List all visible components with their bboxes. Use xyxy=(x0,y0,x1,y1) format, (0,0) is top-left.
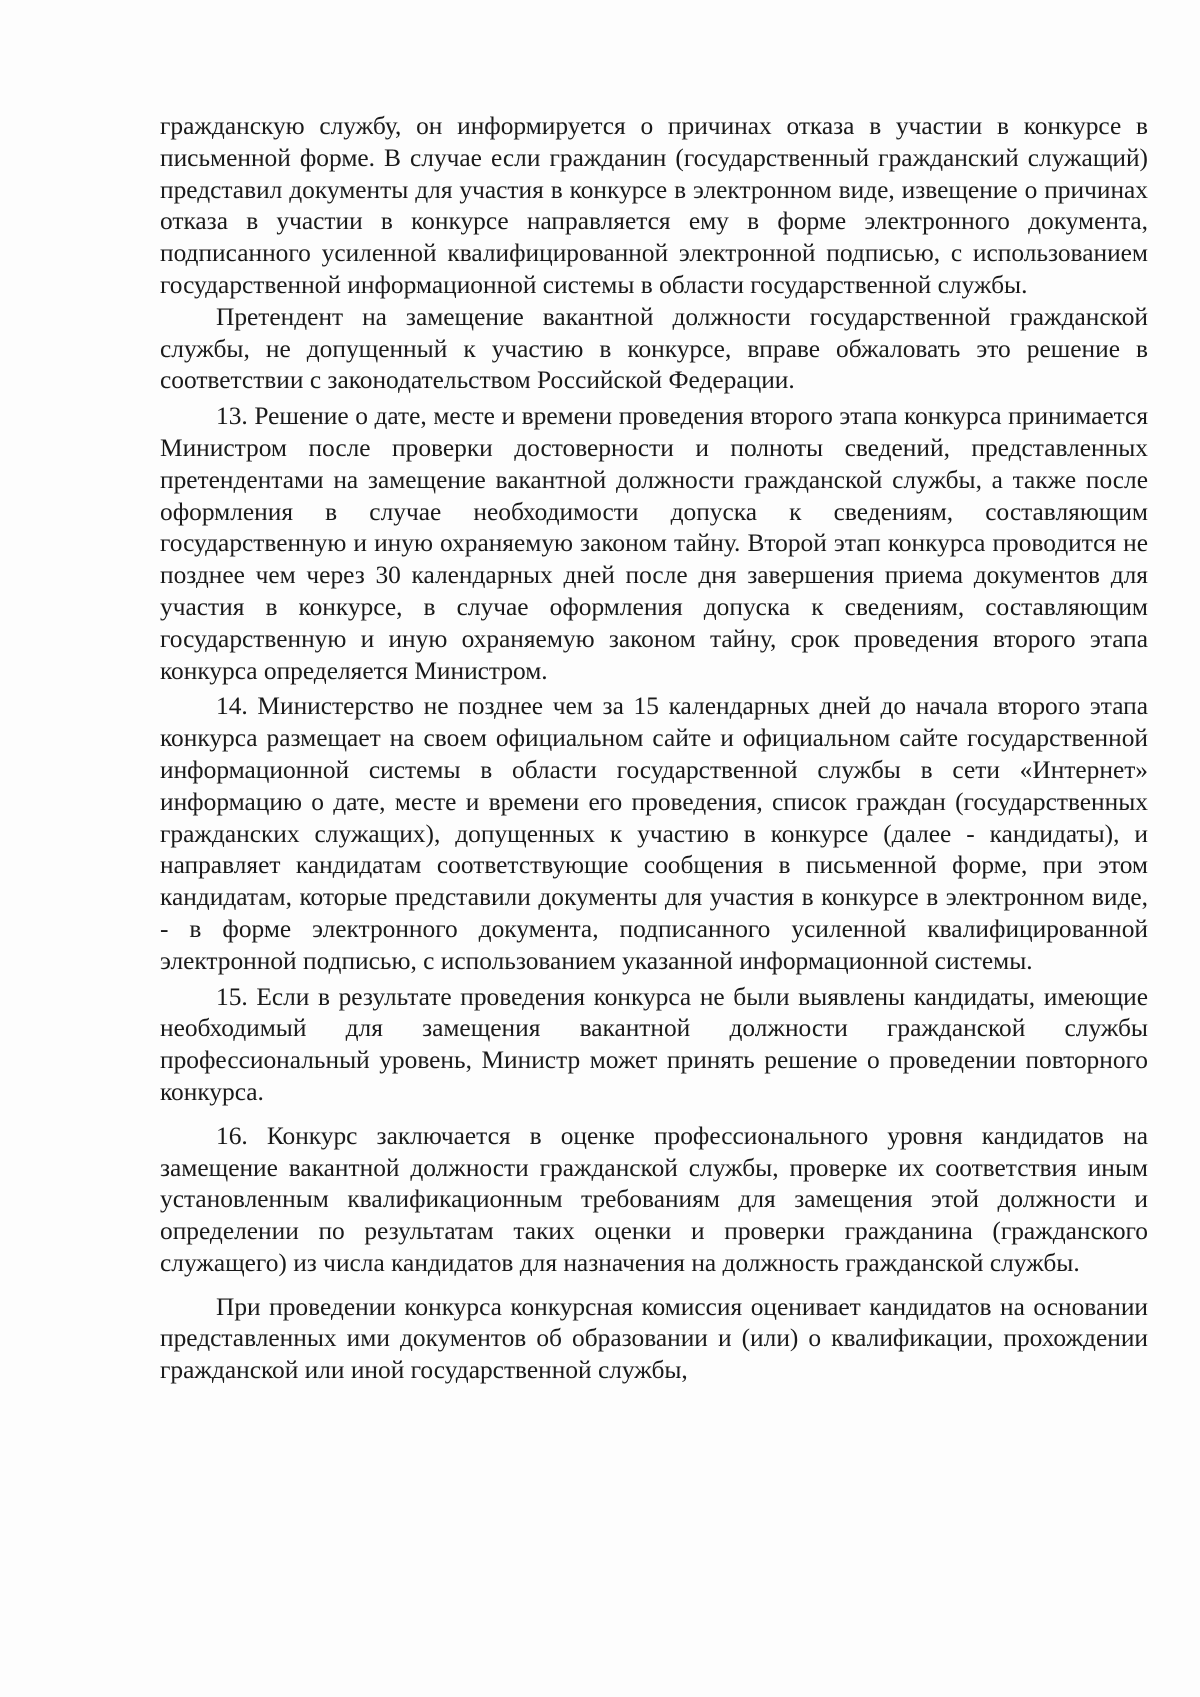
paragraph-refusal-notice: гражданскую службу, он информируется о причинах отказа в участии в конкурсе в письменной форме. В случае если гражданин (государственный гражданский служащий) представил документы для участия в конкурсе в электронном виде, извещение о причинах отказа в участии в конкурсе направляется ему в форме электронного документа, подписанного усиленной квалифицированной электронной подписью, с использованием государственной информационной системы в области государственной службы. xyxy=(160,112,1148,299)
document-body xyxy=(160,111,1148,1387)
paragraph-item-14: 14. Министерство не позднее чем за 15 календарных дней до начала второго этапа конкурса размещает на своем официальном сайте и официальном сайте государственной информационной системы в области государственной службы в сети «Интернет» информацию о дате, месте и времени его проведения, список граждан (государственных гражданских служащих), допущенных к участию в конкурсе (далее - кандидаты), и направляет кандидатам соответствующие сообщения в письменной форме, при этом кандидатам, которые представили документы для участия в конкурсе в электронном виде, - в форме электронного документа, подписанного усиленной квалифицированной электронной подписью, с использованием указанной информационной системы. xyxy=(160,692,1148,975)
paragraph-evaluation: При проведении конкурса конкурсная комиссия оценивает кандидатов на основании представленных ими документов об образовании и (или) о квалификации, прохождении гражданской или иной государственной службы, xyxy=(160,1292,1148,1385)
paragraph-appeal-right: Претендент на замещение вакантной должности государственной гражданской службы, не допущенный к участию в конкурсе, вправе обжаловать это решение в соответствии с законодательством Российской Федерации. xyxy=(160,302,1148,395)
paragraph-item-13: 13. Решение о дате, месте и времени проведения второго этапа конкурса принимается Министром после проверки достоверности и полноты сведений, представленных претендентами на замещение вакантной должности гражданской службы, а также после оформления в случае необходимости допуска к сведениям, составляющим государственную и иную охраняемую законом тайну. Второй этап конкурса проводится не позднее чем через 30 календарных дней после дня завершения приема документов для участия в конкурсе, в случае оформления допуска к сведениям, составляющим государственную и иную охраняемую законом тайну, срок проведения второго этапа конкурса определяется Министром. xyxy=(160,402,1148,685)
paragraph-item-15: 15. Если в результате проведения конкурса не были выявлены кандидаты, имеющие необходимый для замещения вакантной должности гражданской службы профессиональный уровень, Министр может принять решение о проведении повторного конкурса. xyxy=(160,982,1148,1106)
paragraph-item-16: 16. Конкурс заключается в оценке профессионального уровня кандидатов на замещение вакантной должности гражданской службы, проверке их соответствия иным установленным квалификационным требованиям для замещения этой должности и определении по результатам таких оценки и проверки гражданина (гражданского служащего) из числа кандидатов для назначения на должность гражданской службы. xyxy=(160,1121,1148,1277)
